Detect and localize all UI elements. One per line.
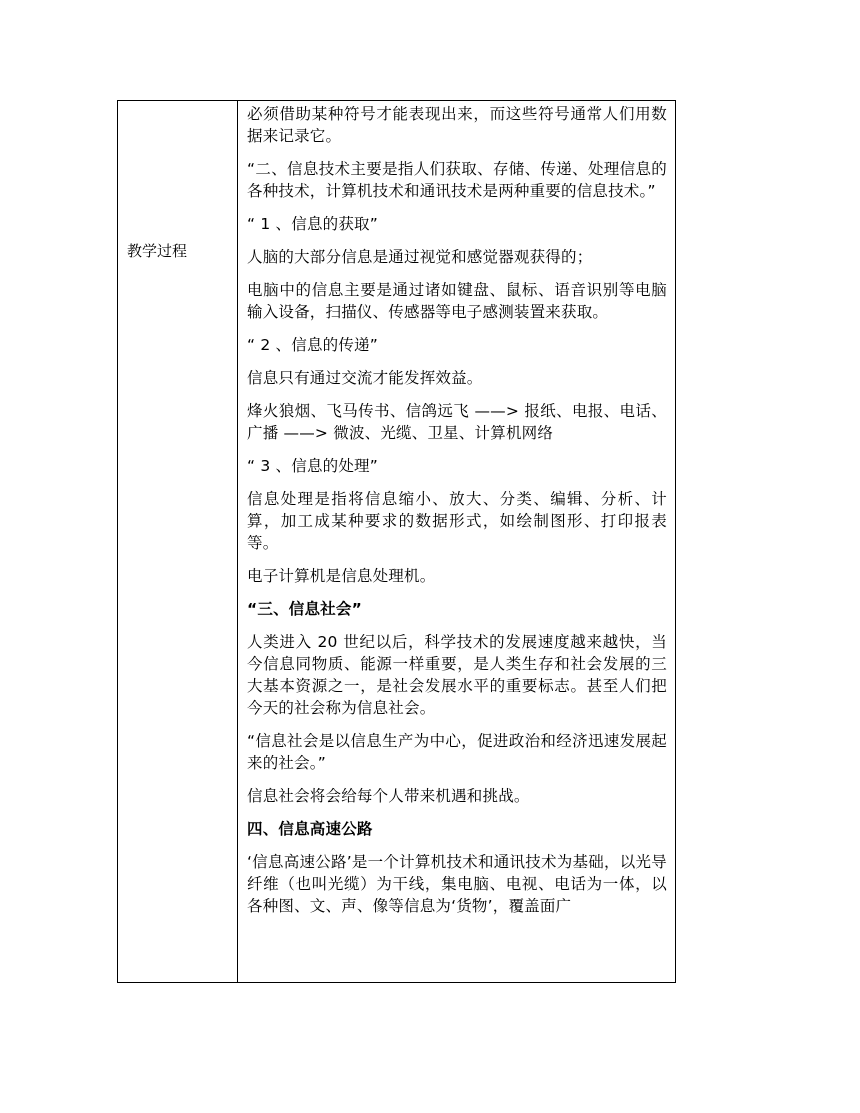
paragraph: 人类进入 20 世纪以后，科学技术的发展速度越来越快，当今信息同物质、能源一样重要，是人类生存和社会发展的三大基本资源之一，是社会发展水平的重要标志。甚至人们把今天的社会称为信息社会。: [247, 633, 667, 717]
paragraph: 信息只有通过交流才能发挥效益。: [247, 369, 483, 387]
paragraph: “ 3 、信息的处理”: [247, 457, 378, 475]
section-heading: 四、信息高速公路: [247, 820, 373, 838]
paragraph: ‘信息高速公路’是一个计算机技术和通讯技术为基础，以光导纤维（也叫光缆）为干线，集电脑、电视、电话为一体，以各种图、文、声、像等信息为‘货物’，覆盖面广: [247, 853, 667, 915]
paragraph: 电子计算机是信息处理机。: [247, 567, 436, 585]
paragraph: 烽火狼烟、飞马传书、信鸽远飞 ——> 报纸、电报、电话、广播 ——> 微波、光缆、卫星、计算机网络: [247, 402, 667, 442]
paragraph: “二、信息技术主要是指人们获取、存储、传递、处理信息的各种技术，计算机技术和通讯技术是两种重要的信息技术。”: [247, 160, 667, 200]
paragraph: 信息社会将会给每个人带来机遇和挑战。: [247, 787, 530, 805]
paragraph: “ 1 、信息的获取”: [247, 215, 378, 233]
content-body: [238, 101, 675, 917]
paragraph: “信息社会是以信息生产为中心，促进政治和经济迅速发展起来的社会。”: [247, 732, 667, 772]
paragraph: 电脑中的信息主要是通过诸如键盘、鼠标、语音识别等电脑输入设备，扫描仪、传感器等电子感测装置来获取。: [247, 281, 667, 321]
paragraph: 人脑的大部分信息是通过视觉和感觉器观获得的；: [247, 248, 593, 266]
content-cell: [238, 101, 676, 983]
row-label: 教学过程: [127, 242, 188, 260]
paragraph: “ 2 、信息的传递”: [247, 336, 378, 354]
paragraph: 信息处理是指将信息缩小、放大、分类、编辑、分析、计算，加工成某种要求的数据形式，如绘制图形、打印报表等。: [247, 490, 667, 552]
row-label-cell: [118, 101, 238, 983]
table-row: [118, 101, 676, 983]
paragraph: 必须借助某种符号才能表现出来，而这些符号通常人们用数据来记录它。: [247, 105, 667, 145]
lesson-table: [117, 100, 676, 983]
section-heading: “三、信息社会”: [247, 600, 362, 618]
